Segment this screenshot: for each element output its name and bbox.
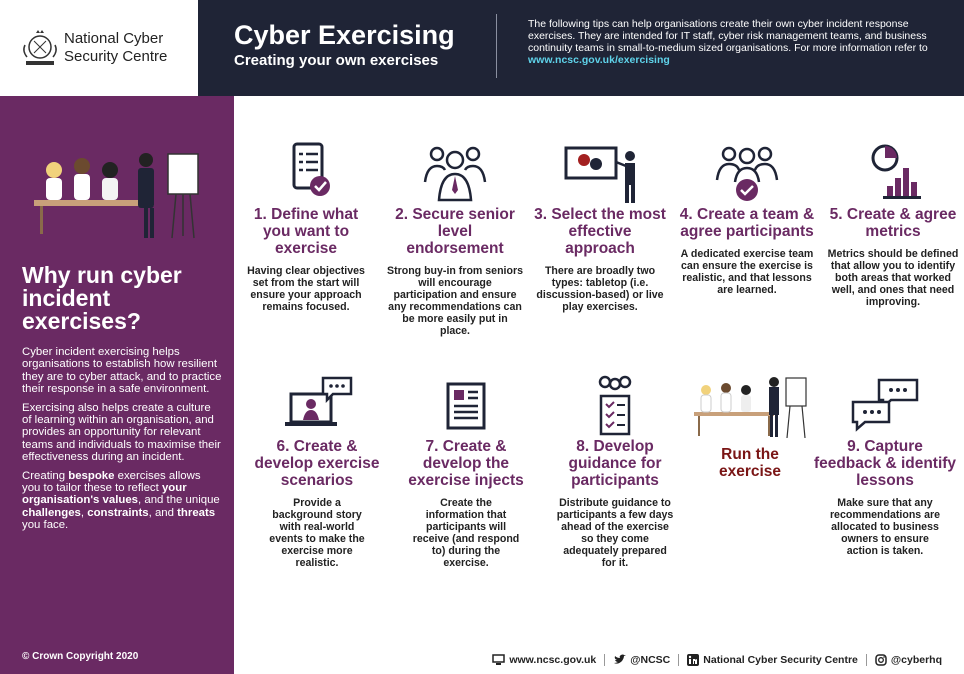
step-2-title: 2. Secure senior level endorsement (395, 206, 515, 257)
sidebar-paragraph-1: Cyber incident exercising helps organisations to establish how resilient they are to cyber attack, and to practice their response in a safe environment. (22, 346, 222, 396)
run-exercise-illustration (690, 374, 810, 444)
page-title: Cyber Exercising (234, 20, 455, 50)
step-8-description: Distribute guidance to participants a few days ahead of the exercise so they come adequately prepared for it. (556, 497, 674, 569)
step-6-description: Provide a background story with real-world events to make the exercise more realistic. (269, 497, 365, 569)
monitor-icon (492, 654, 505, 666)
step-9-title: 9. Capture feedback & identify lessons (813, 438, 957, 489)
step-4-title: 4. Create a team & agree participants (679, 206, 815, 240)
sidebar-paragraph-2: Exercising also helps create a culture of learning within an organisation, and provides an opportunity for relevant teams and individuals to maximise their effectiveness during an incident. (22, 401, 221, 464)
run-exercise-card (690, 374, 810, 480)
footer-separator (604, 654, 605, 666)
step-2-description: Strong buy-in from seniors will encourage participation and ensure any recommendations can be more easily put in place. (387, 265, 523, 337)
twitter-icon (613, 654, 626, 666)
step-7-card (396, 374, 536, 569)
run-exercise-title: Run the exercise (718, 446, 782, 480)
footer-linkedin[interactable]: National Cyber Security Centre (687, 654, 858, 666)
sidebar-text (22, 346, 222, 538)
header-banner (198, 0, 964, 96)
footer-website[interactable]: www.ncsc.gov.uk (492, 654, 596, 666)
ncsc-logo (0, 0, 198, 96)
step-3-title: 3. Select the most effective approach (534, 206, 666, 257)
sidebar (0, 96, 234, 674)
step-8-title: 8. Develop guidance for participants (568, 438, 662, 489)
org-name: National Cyber Security Centre (64, 30, 168, 65)
step-5-card (825, 142, 961, 308)
step-2-card (387, 142, 523, 337)
header-intro: The following tips can help organisations create their own cyber incident response exercises. They are intended for IT staff, cyber risk management teams, and business continuity teams in small-to-medium sized organisations. For more information refer to www.ncsc.gov.uk/exercising (528, 18, 928, 66)
divider (496, 14, 497, 78)
step-3-description: There are broadly two types: tabletop (i.e. discussion-based) or live play exercises. (536, 265, 664, 313)
step-4-card (679, 142, 815, 296)
senior-leaders-icon (415, 142, 495, 206)
video-call-icon (277, 374, 357, 438)
footer-twitter[interactable]: @NCSC (613, 654, 670, 666)
exercising-link[interactable]: www.ncsc.gov.uk/exercising (528, 54, 670, 66)
step-5-description: Metrics should be defined that allow you to identify both areas that worked well, and ones that need improving. (827, 248, 959, 308)
checklist-icon (266, 142, 346, 206)
metrics-chart-icon (853, 142, 933, 206)
step-7-description: Create the information that participants will receive (and respond to) during the exercise. (412, 497, 520, 569)
step-7-title: 7. Create & develop the exercise injects (408, 438, 524, 489)
footer-separator (678, 654, 679, 666)
step-4-description: A dedicated exercise team can ensure the exercise is realistic, and that lessons are learned. (680, 248, 814, 296)
step-9-card (812, 374, 958, 557)
team-meeting-illustration (26, 148, 206, 244)
copyright: © Crown Copyright 2020 (22, 651, 139, 662)
step-6-card (246, 374, 388, 569)
step-1-card (238, 142, 374, 313)
sidebar-heading: Why run cyber incident exercises? (22, 262, 182, 334)
step-1-title: 1. Define what you want to exercise (253, 206, 359, 257)
sidebar-paragraph-3: Creating bespoke exercises allows you to tailor these to reflect your organisation's values, and the unique challenges, constraints, and threats you face. (22, 469, 220, 532)
footer (492, 654, 942, 666)
step-5-title: 5. Create & agree metrics (829, 206, 957, 240)
group-checklist-icon (575, 374, 655, 438)
page-subtitle: Creating your own exercises (234, 52, 439, 69)
footer-separator (866, 654, 867, 666)
document-icon (426, 374, 506, 438)
footer-instagram[interactable]: @cyberhq (875, 654, 942, 666)
royal-crest-icon (20, 27, 60, 69)
step-3-card (532, 142, 668, 313)
step-8-card (545, 374, 685, 569)
linkedin-icon (687, 654, 699, 666)
step-6-title: 6. Create & develop exercise scenarios (254, 438, 380, 489)
team-approved-icon (707, 142, 787, 206)
presenter-drama-icon (560, 142, 640, 206)
step-9-description: Make sure that any recommendations are allocated to business owners to ensure action is taken. (829, 497, 941, 557)
instagram-icon (875, 654, 887, 666)
step-1-description: Having clear objectives set from the start will ensure your approach remains focused. (247, 265, 365, 313)
feedback-chat-icon (845, 374, 925, 438)
